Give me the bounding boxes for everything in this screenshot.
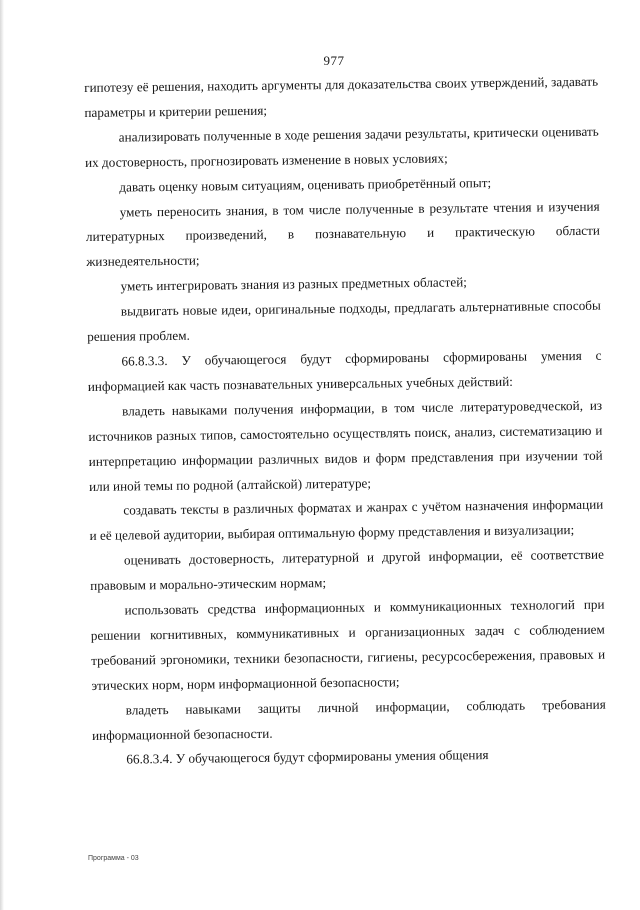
paragraph: владеть навыками получения информации, в том числе литературоведческой, из источников разных типов, самостоятельно осуществлять поиск, анализ, систематизацию и интерпретацию информации различных видов и форм представления при изучении той или иной темы по родной (алтайской) литературе; xyxy=(88,397,603,494)
body-text xyxy=(84,70,606,774)
paragraph: давать оценку новым ситуациям, оценивать приобретённый опыт; xyxy=(119,174,492,195)
paragraph-continuation: гипотезу её решения, находить аргументы для доказательства своих утверждений, задавать параметры и критерии решения; xyxy=(84,73,599,120)
paragraph: уметь переносить знания, в том числе полученные в результате чтения и изучения литературных произведений, в познавательную и практическую области жизнедеятельности; xyxy=(85,198,601,270)
scan-edge xyxy=(0,0,4,910)
paragraph: оценивать достоверность, литературной и другой информации, её соответствие правовым и морально-этическим нормам; xyxy=(90,546,604,594)
section-paragraph: 66.8.3.4. У обучающегося будут сформированы умения общения xyxy=(126,747,489,768)
paragraph: выдвигать новые идеи, оригинальные подходы, предлагать альтернативные способы решения проблем. xyxy=(87,297,601,345)
paragraph: создавать тексты в различных форматах и жанрах с учётом назначения информации и её целевой аудитории, выбирая оптимальную форму представления и визуализации; xyxy=(89,497,604,544)
footer-label: Программа - 03 xyxy=(88,855,139,862)
page-number: 977 xyxy=(323,53,345,68)
paragraph: анализировать полученные в ходе решения задачи результаты, критически оценивать их достоверность, прогнозировать изменение в новых условиях; xyxy=(84,123,599,170)
section-paragraph: 66.8.3.3. У обучающегося будут сформированы сформированы умения с информацией как часть познавательных универсальных учебных действий: xyxy=(87,347,602,394)
paragraph: использовать средства информационных и коммуникационных технологий при решении когнитивных, коммуникативных и организационных задач с соблюдением требований эргономики, техники безопасности, гигиены, ресурсосбережения, правовых и этических норм, норм информационной безопасности; xyxy=(90,596,606,693)
paragraph: уметь интегрировать знания из разных предметных областей; xyxy=(120,274,467,294)
paragraph: владеть навыками защиты личной информации, соблюдать требования информационной безопасности. xyxy=(91,696,606,743)
